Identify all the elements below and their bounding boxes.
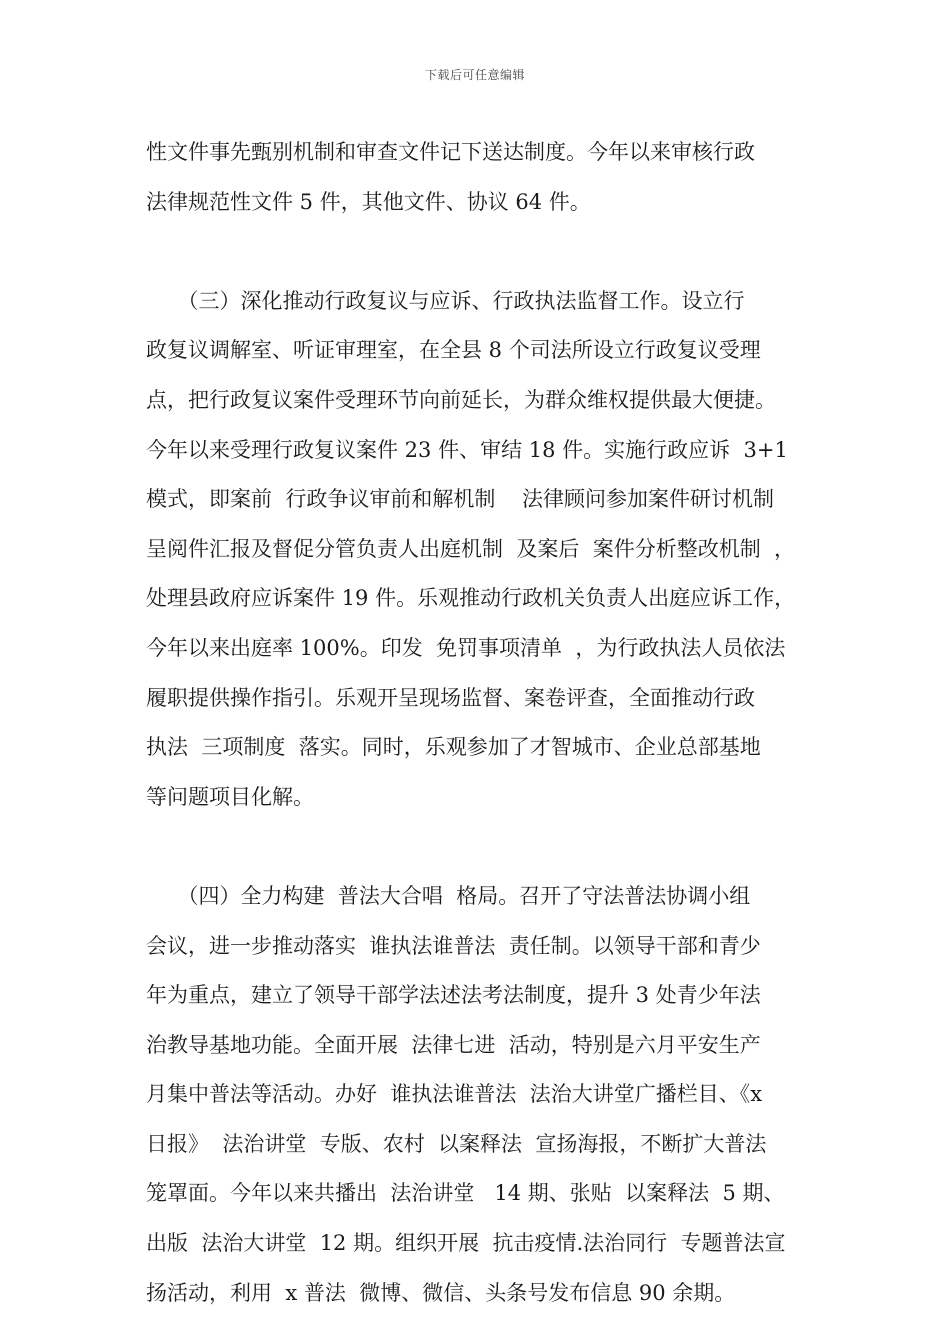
text-line: 会议，进一步推动落实 谁执法谁普法 责任制。以领导干部和青少 — [146, 933, 761, 958]
text-line: 年为重点，建立了领导干部学法述法考法制度，提升 3 处青少年法 — [146, 983, 761, 1008]
text-line: 处理县政府应诉案件 19 件。乐观推动行政机关负责人出庭应诉工作， — [146, 586, 796, 611]
text-line: 呈阅件汇报及督促分管负责人出庭机制 及案后 案件分析整改机制 ， — [146, 536, 796, 561]
text-line: 法律规范性文件 5 件，其他文件、协议 64 件。 — [146, 189, 591, 214]
text-line: 等问题项目化解。 — [146, 784, 314, 809]
text-line: 点，把行政复议案件受理环节向前延长，为群众维权提供最大便捷。 — [146, 387, 776, 412]
text-line: 月集中普法等活动。办好 谁执法谁普法 法治大讲堂广播栏目、《x — [146, 1082, 763, 1107]
text-line: 政复议调解室、听证审理室，在全县 8 个司法所设立行政复议受理 — [146, 338, 761, 363]
text-line: 扬活动，利用 x 普法 微博、微信、头条号发布信息 90 余期。 — [146, 1280, 736, 1305]
text-line — [146, 227, 814, 277]
text-line: 笼罩面。今年以来共播出 法治讲堂 14 期、张贴 以案释法 5 期、 — [146, 1181, 785, 1206]
text-line: 日报》 法治讲堂 专版、农村 以案释法 宣扬海报，不断扩大普法 — [146, 1131, 767, 1156]
text-line — [146, 822, 814, 872]
text-line: （四）全力构建 普法大合唱 格局。召开了守法普法协调小组 — [146, 883, 751, 908]
text-line: （三）深化推动行政复议与应诉、行政执法监督工作。设立行 — [146, 288, 745, 313]
text-line: 出版 法治大讲堂 12 期。组织开展 抗击疫情.法治同行 专题普法宣 — [146, 1231, 786, 1256]
document-body — [146, 128, 814, 1318]
text-line: 今年以来出庭率 100%。印发 免罚事项清单 ，为行政执法人员依法 — [146, 635, 786, 660]
text-line: 性文件事先甄别机制和审查文件记下送达制度。今年以来审核行政 — [146, 140, 755, 164]
text-line: 执法 三项制度 落实。同时，乐观参加了才智城市、企业总部基地 — [146, 735, 761, 760]
text-line: 模式，即案前 行政争议审前和解机制 法律顾问参加案件研讨机制 — [146, 487, 775, 512]
text-line: 治教导基地功能。全面开展 法律七进 活动，特别是六月平安生产 — [146, 1032, 761, 1057]
text-line: 履职提供操作指引。乐观开呈现场监督、案卷评查，全面推动行政 — [146, 685, 755, 710]
text-line: 今年以来受理行政复议案件 23 件、审结 18 件。实施行政应诉 3+1 — [146, 437, 788, 462]
page-header: 下载后可任意编辑 — [424, 68, 525, 82]
